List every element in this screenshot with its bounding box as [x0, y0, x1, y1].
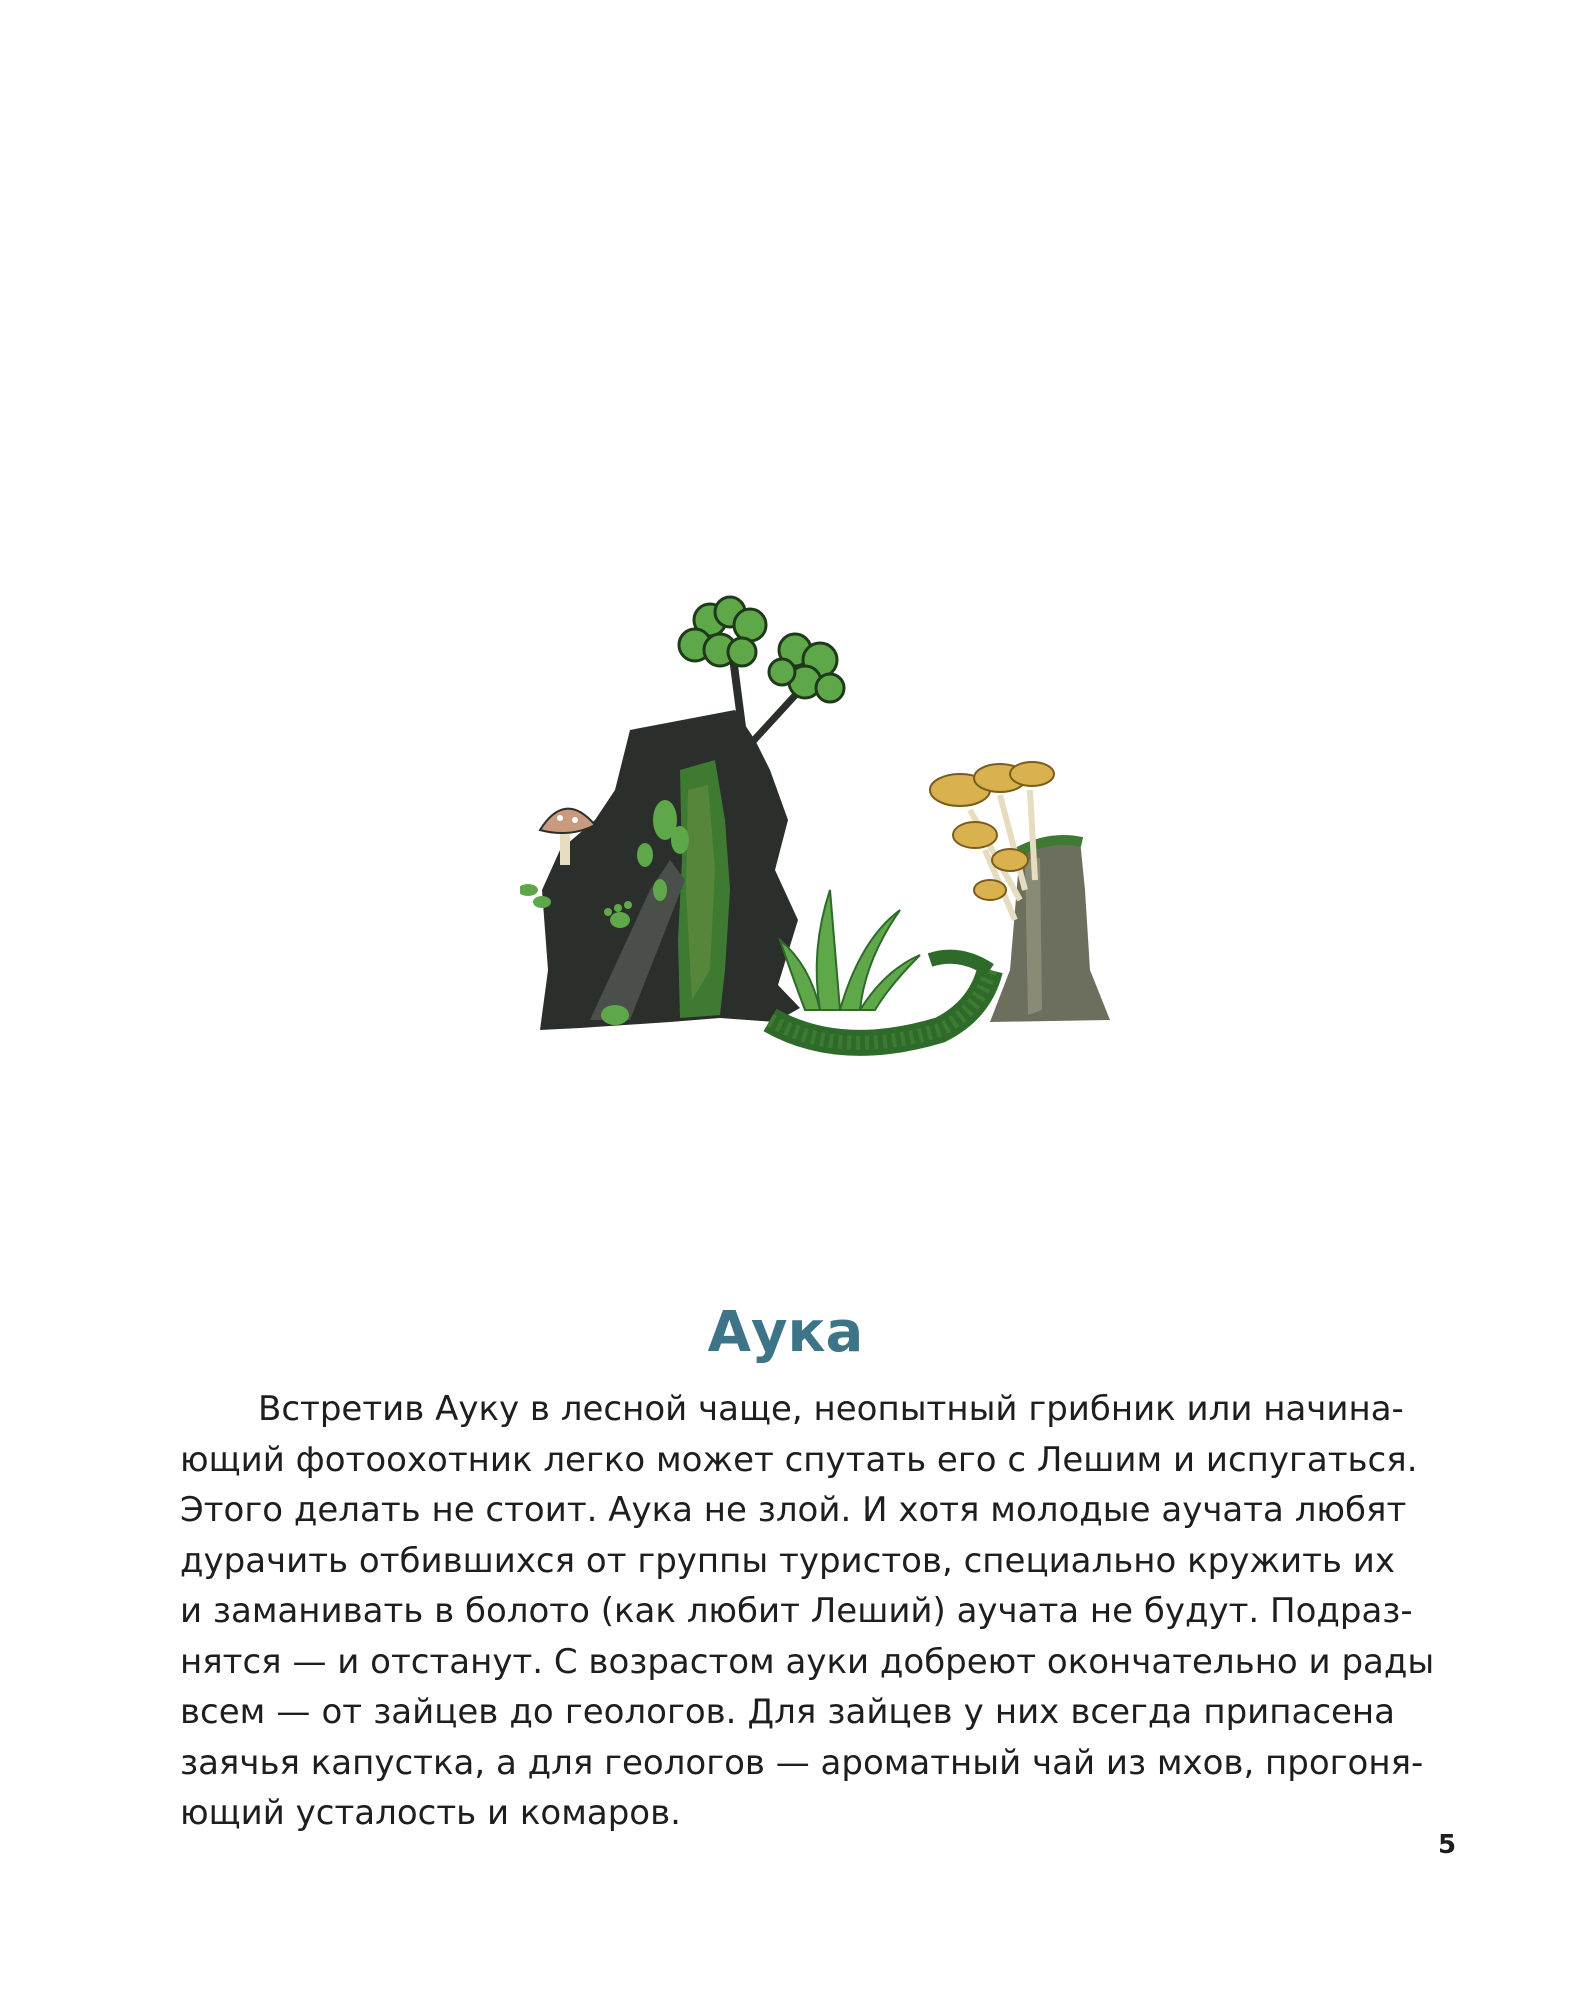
stump-letter	[770, 762, 1110, 1043]
forest-letters-illustration	[520, 590, 1140, 1080]
article-title: Аука	[707, 1300, 864, 1365]
illustration-svg	[520, 590, 1140, 1080]
page-number: 5	[1438, 1830, 1457, 1860]
body-line: дурачить отбившихся от группы туристов, специально кружить их	[180, 1540, 1395, 1581]
body-line: нятся — и отстанут. С возрастом ауки добреют окончательно и рады	[180, 1641, 1435, 1682]
stump-highlight	[1025, 858, 1042, 1015]
grass-blades	[780, 890, 920, 1010]
body-line: и заманивать в болото (как любит Леший) аучата не будут. Подраз-	[180, 1591, 1413, 1631]
body-line: Встретив Ауку в лесной чаще, неопытный грибник или начина-	[258, 1389, 1404, 1429]
body-line: Этого делать не стоит. Аука не злой. И хотя молодые аучата любят	[180, 1490, 1407, 1530]
body-line: заячья капустка, а для геологов — ароматный чай из мхов, прогоня-	[180, 1742, 1424, 1783]
body-line: ющий фотоохотник легко может спутать его с Лешим и испугаться.	[180, 1439, 1418, 1480]
article-body	[180, 1384, 1435, 1839]
body-line: ющий усталость и комаров.	[180, 1793, 681, 1833]
body-line: всем — от зайцев до геологов. Для зайцев у них всегда припасена	[180, 1692, 1395, 1732]
